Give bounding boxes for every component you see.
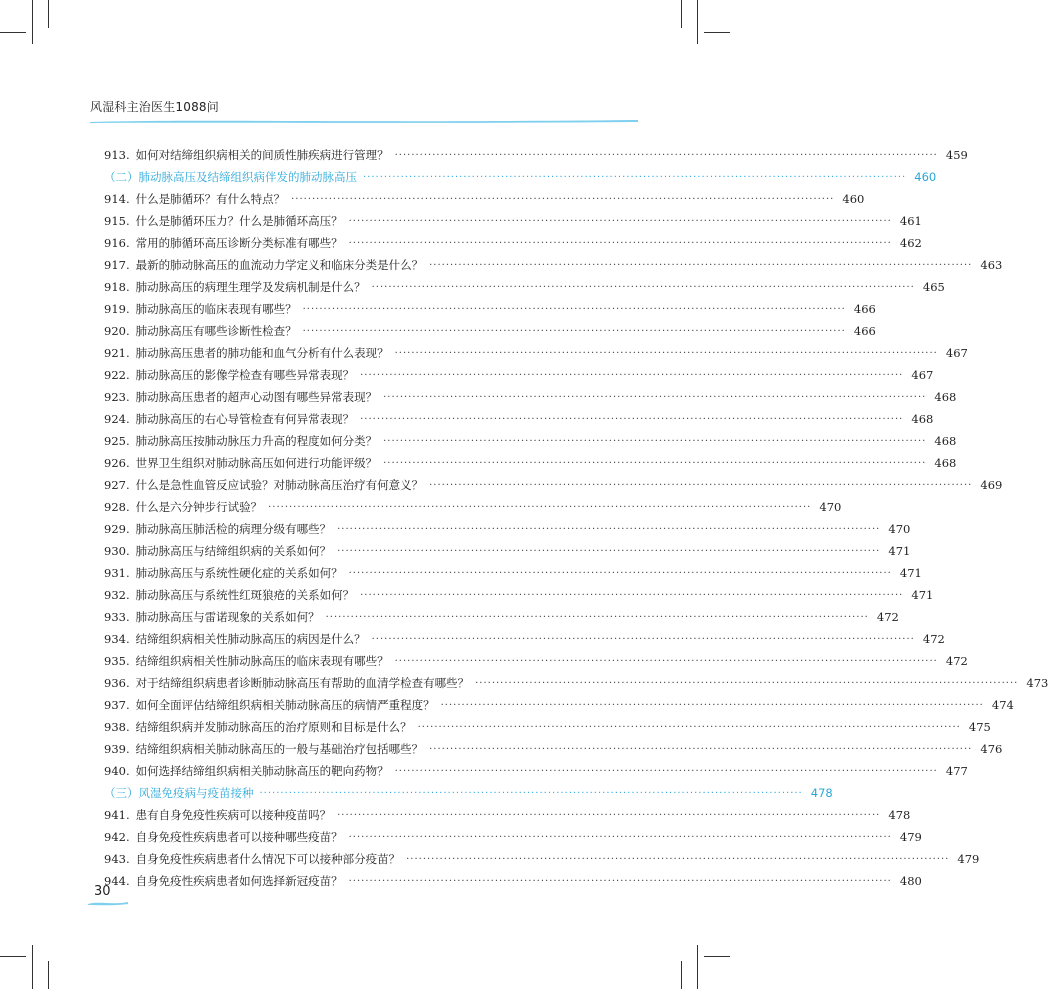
toc-leader-dots [349, 568, 892, 579]
toc-entry-number: 933. [104, 610, 130, 624]
toc-leader-dots [268, 502, 811, 513]
crop-mark [32, 945, 33, 989]
toc-entry[interactable] [104, 232, 922, 254]
toc-page-number: 479 [957, 852, 980, 866]
toc-entry-title: 什么是肺循环压力？什么是肺循环高压？ [135, 214, 343, 228]
toc-entry[interactable] [104, 320, 876, 342]
crop-mark [704, 32, 730, 33]
crop-mark [681, 0, 682, 28]
toc-page-number: 470 [819, 500, 842, 514]
toc-page-number: 474 [991, 698, 1014, 712]
toc-entry-title: 如何对结缔组织病相关的间质性肺疾病进行管理？ [135, 148, 389, 162]
toc-page-number: 461 [899, 214, 922, 228]
toc-page-number: 472 [876, 610, 899, 624]
toc-entry-number: 935. [104, 654, 130, 668]
crop-mark [704, 956, 730, 957]
toc-leader-dots [303, 304, 846, 315]
toc-entry-title: 肺动脉高压与系统性硬化症的关系如何？ [135, 566, 343, 580]
toc-leader-dots [395, 150, 938, 161]
toc-entry-number: 917. [104, 258, 130, 272]
toc-leader-dots [429, 480, 972, 491]
toc-entry-title: 结缔组织病相关性肺动脉高压的临床表现有哪些？ [135, 654, 389, 668]
toc-leader-dots [349, 876, 892, 887]
toc-leader-dots [363, 172, 906, 183]
toc-entry[interactable] [104, 144, 968, 166]
toc-entry-number: 918. [104, 280, 130, 294]
toc-leader-dots [383, 436, 926, 447]
toc-page-number: 478 [810, 786, 833, 800]
toc-entry[interactable] [104, 826, 922, 848]
toc-entry[interactable] [104, 210, 922, 232]
toc-entry-number: 928. [104, 500, 130, 514]
toc-section-heading[interactable] [104, 166, 937, 188]
crop-mark [48, 0, 49, 28]
toc-entry-number: 934. [104, 632, 130, 646]
toc-entry-title: 结缔组织病相关性肺动脉高压的病因是什么？ [135, 632, 366, 646]
toc-entry-title: 肺动脉高压的影像学检查有哪些异常表现？ [135, 368, 355, 382]
toc-page-number: 462 [899, 236, 922, 250]
toc-entry[interactable] [104, 738, 1003, 760]
toc-leader-dots [395, 348, 938, 359]
toc-page-number: 466 [853, 302, 876, 316]
toc-entry-title: 肺动脉高压与雷诺现象的关系如何？ [135, 610, 320, 624]
toc-leader-dots [349, 216, 892, 227]
toc-entry-title: 肺动脉高压的病理生理学及发病机制是什么？ [135, 280, 366, 294]
toc-section-heading[interactable] [104, 782, 833, 804]
toc-leader-dots [372, 282, 915, 293]
toc-entry-number: 923. [104, 390, 130, 404]
toc-entry[interactable] [104, 760, 968, 782]
toc-page-number: 463 [980, 258, 1003, 272]
toc-page-number: 470 [888, 522, 911, 536]
toc-entry[interactable] [104, 606, 899, 628]
toc-entry-number: 914. [104, 192, 130, 206]
toc-leader-dots [349, 238, 892, 249]
crop-mark [0, 956, 26, 957]
toc-entry-title: 肺动脉高压有哪些诊断性检查？ [135, 324, 297, 338]
crop-mark [681, 961, 682, 989]
toc-leader-dots [395, 766, 938, 777]
table-of-contents [104, 144, 1048, 892]
toc-entry-title: 常用的肺循环高压诊断分类标准有哪些？ [135, 236, 343, 250]
toc-entry-number: 920. [104, 324, 130, 338]
toc-entry-number: 924. [104, 412, 130, 426]
toc-entry-title: 最新的肺动脉高压的血流动力学定义和临床分类是什么？ [135, 258, 424, 272]
toc-leader-dots [429, 744, 972, 755]
toc-page-number: 468 [911, 412, 934, 426]
toc-entry[interactable] [104, 496, 842, 518]
crop-mark [697, 0, 698, 44]
toc-entry-title: 世界卫生组织对肺动脉高压如何进行功能评级？ [135, 456, 378, 470]
toc-entry-number: 913. [104, 148, 130, 162]
toc-entry[interactable] [104, 672, 1048, 694]
toc-entry[interactable] [104, 452, 957, 474]
footer-decorative-rule [88, 900, 128, 906]
toc-entry-title: 对于结缔组织病患者诊断肺动脉高压有帮助的血清学检查有哪些？ [135, 676, 470, 690]
toc-leader-dots [291, 194, 834, 205]
toc-entry-title: 肺动脉高压的临床表现有哪些？ [135, 302, 297, 316]
toc-entry-number: 932. [104, 588, 130, 602]
toc-entry[interactable] [104, 584, 934, 606]
toc-entry[interactable] [104, 408, 934, 430]
toc-page-number: 468 [934, 434, 957, 448]
toc-entry-number: 931. [104, 566, 130, 580]
toc-entry-number: 943. [104, 852, 130, 866]
toc-entry-number: 929. [104, 522, 130, 536]
toc-leader-dots [349, 832, 892, 843]
crop-mark [32, 0, 33, 44]
toc-page-number: 467 [945, 346, 968, 360]
toc-entry[interactable] [104, 364, 934, 386]
toc-entry-number: 921. [104, 346, 130, 360]
toc-entry[interactable] [104, 276, 945, 298]
toc-page-number: 471 [911, 588, 934, 602]
toc-entry-number: 919. [104, 302, 130, 316]
toc-entry[interactable] [104, 628, 945, 650]
toc-entry[interactable] [104, 694, 1014, 716]
toc-leader-dots [337, 546, 880, 557]
toc-leader-dots [475, 678, 1018, 689]
toc-page-number: 480 [899, 874, 922, 888]
toc-entry-number: 927. [104, 478, 130, 492]
toc-entry-title: 什么是肺循环？有什么特点？ [135, 192, 286, 206]
toc-page-number: 469 [980, 478, 1003, 492]
toc-page-number: 460 [842, 192, 865, 206]
toc-entry-title: 自身免疫性疾病患者什么情况下可以接种部分疫苗？ [135, 852, 401, 866]
toc-entry[interactable] [104, 540, 911, 562]
toc-page-number: 460 [914, 170, 937, 184]
toc-entry-number: 922. [104, 368, 130, 382]
toc-entry-title: 肺动脉高压的右心导管检查有何异常表现？ [135, 412, 355, 426]
toc-page-number: 467 [911, 368, 934, 382]
toc-entry-title: 肺动脉高压肺活检的病理分级有哪些？ [135, 522, 332, 536]
toc-page-number: 468 [934, 390, 957, 404]
toc-leader-dots [360, 590, 903, 601]
toc-page-number: 459 [945, 148, 968, 162]
toc-entry-title: 自身免疫性疾病患者可以接种哪些疫苗？ [135, 830, 343, 844]
toc-entry-title: 患有自身免疫性疾病可以接种疫苗吗？ [135, 808, 332, 822]
toc-entry[interactable] [104, 298, 876, 320]
toc-entry[interactable] [104, 386, 957, 408]
toc-entry[interactable] [104, 518, 911, 540]
toc-leader-dots [406, 854, 949, 865]
toc-entry-number: 937. [104, 698, 130, 712]
toc-page-number: 478 [888, 808, 911, 822]
toc-leader-dots [418, 722, 961, 733]
toc-entry-title: 结缔组织病相关肺动脉高压的一般与基础治疗包括哪些？ [135, 742, 424, 756]
toc-entry-number: 925. [104, 434, 130, 448]
toc-entry[interactable] [104, 254, 1003, 276]
toc-leader-dots [337, 524, 880, 535]
toc-leader-dots [303, 326, 846, 337]
toc-leader-dots [260, 788, 803, 799]
toc-section-title: （三）风湿免疫病与疫苗接种 [104, 786, 254, 800]
toc-leader-dots [360, 414, 903, 425]
toc-leader-dots [383, 458, 926, 469]
toc-entry-number: 942. [104, 830, 130, 844]
toc-entry-title: 如何选择结缔组织病相关肺动脉高压的靶向药物？ [135, 764, 389, 778]
toc-leader-dots [360, 370, 903, 381]
toc-leader-dots [337, 810, 880, 821]
toc-entry-title: 肺动脉高压按肺动脉压力升高的程度如何分类？ [135, 434, 378, 448]
toc-leader-dots [326, 612, 869, 623]
toc-page-number: 471 [888, 544, 911, 558]
toc-entry[interactable] [104, 848, 980, 870]
toc-page-number: 473 [1026, 676, 1048, 690]
page-number: 30 [94, 884, 111, 899]
toc-leader-dots [372, 634, 915, 645]
toc-entry-number: 936. [104, 676, 130, 690]
toc-page-number: 479 [899, 830, 922, 844]
toc-page-number: 476 [980, 742, 1003, 756]
toc-page-number: 475 [968, 720, 991, 734]
toc-entry-number: 940. [104, 764, 130, 778]
toc-leader-dots [441, 700, 984, 711]
toc-leader-dots [395, 656, 938, 667]
toc-entry-number: 939. [104, 742, 130, 756]
toc-page-number: 468 [934, 456, 957, 470]
toc-section-title: （二）肺动脉高压及结缔组织病伴发的肺动脉高压 [104, 170, 357, 184]
toc-entry-title: 什么是六分钟步行试验？ [135, 500, 263, 514]
crop-mark [48, 961, 49, 989]
toc-entry-number: 916. [104, 236, 130, 250]
toc-page-number: 472 [945, 654, 968, 668]
toc-page-number: 472 [922, 632, 945, 646]
toc-leader-dots [429, 260, 972, 271]
running-header-title: 风湿科主治医生1088问 [90, 100, 219, 114]
toc-entry-title: 肺动脉高压患者的肺功能和血气分析有什么表现？ [135, 346, 389, 360]
toc-entry[interactable] [104, 430, 957, 452]
toc-entry-number: 926. [104, 456, 130, 470]
toc-entry-title: 什么是急性血管反应试验？对肺动脉高压治疗有何意义？ [135, 478, 424, 492]
toc-entry[interactable] [104, 804, 911, 826]
toc-entry-number: 941. [104, 808, 130, 822]
toc-leader-dots [383, 392, 926, 403]
toc-page-number: 477 [945, 764, 968, 778]
toc-entry[interactable] [104, 562, 922, 584]
toc-entry[interactable] [104, 188, 865, 210]
toc-entry[interactable] [104, 342, 968, 364]
toc-entry-title: 肺动脉高压患者的超声心动图有哪些异常表现？ [135, 390, 378, 404]
toc-entry[interactable] [104, 870, 922, 892]
toc-entry[interactable] [104, 474, 1003, 496]
toc-entry-title: 如何全面评估结缔组织病相关肺动脉高压的病情严重程度？ [135, 698, 435, 712]
crop-mark [0, 32, 26, 33]
toc-page-number: 465 [922, 280, 945, 294]
toc-page-number: 466 [853, 324, 876, 338]
toc-entry-title: 肺动脉高压与结缔组织病的关系如何？ [135, 544, 332, 558]
toc-entry-number: 930. [104, 544, 130, 558]
toc-entry[interactable] [104, 716, 991, 738]
toc-entry-title: 自身免疫性疾病患者如何选择新冠疫苗？ [135, 874, 343, 888]
toc-entry-number: 938. [104, 720, 130, 734]
crop-mark [697, 945, 698, 989]
header-decorative-rule [90, 118, 638, 124]
toc-page-number: 471 [899, 566, 922, 580]
toc-entry-title: 结缔组织病并发肺动脉高压的治疗原则和目标是什么？ [135, 720, 412, 734]
toc-entry-number: 944. [104, 874, 130, 888]
toc-entry-title: 肺动脉高压与系统性红斑狼疮的关系如何？ [135, 588, 355, 602]
toc-entry-number: 915. [104, 214, 130, 228]
toc-entry[interactable] [104, 650, 968, 672]
